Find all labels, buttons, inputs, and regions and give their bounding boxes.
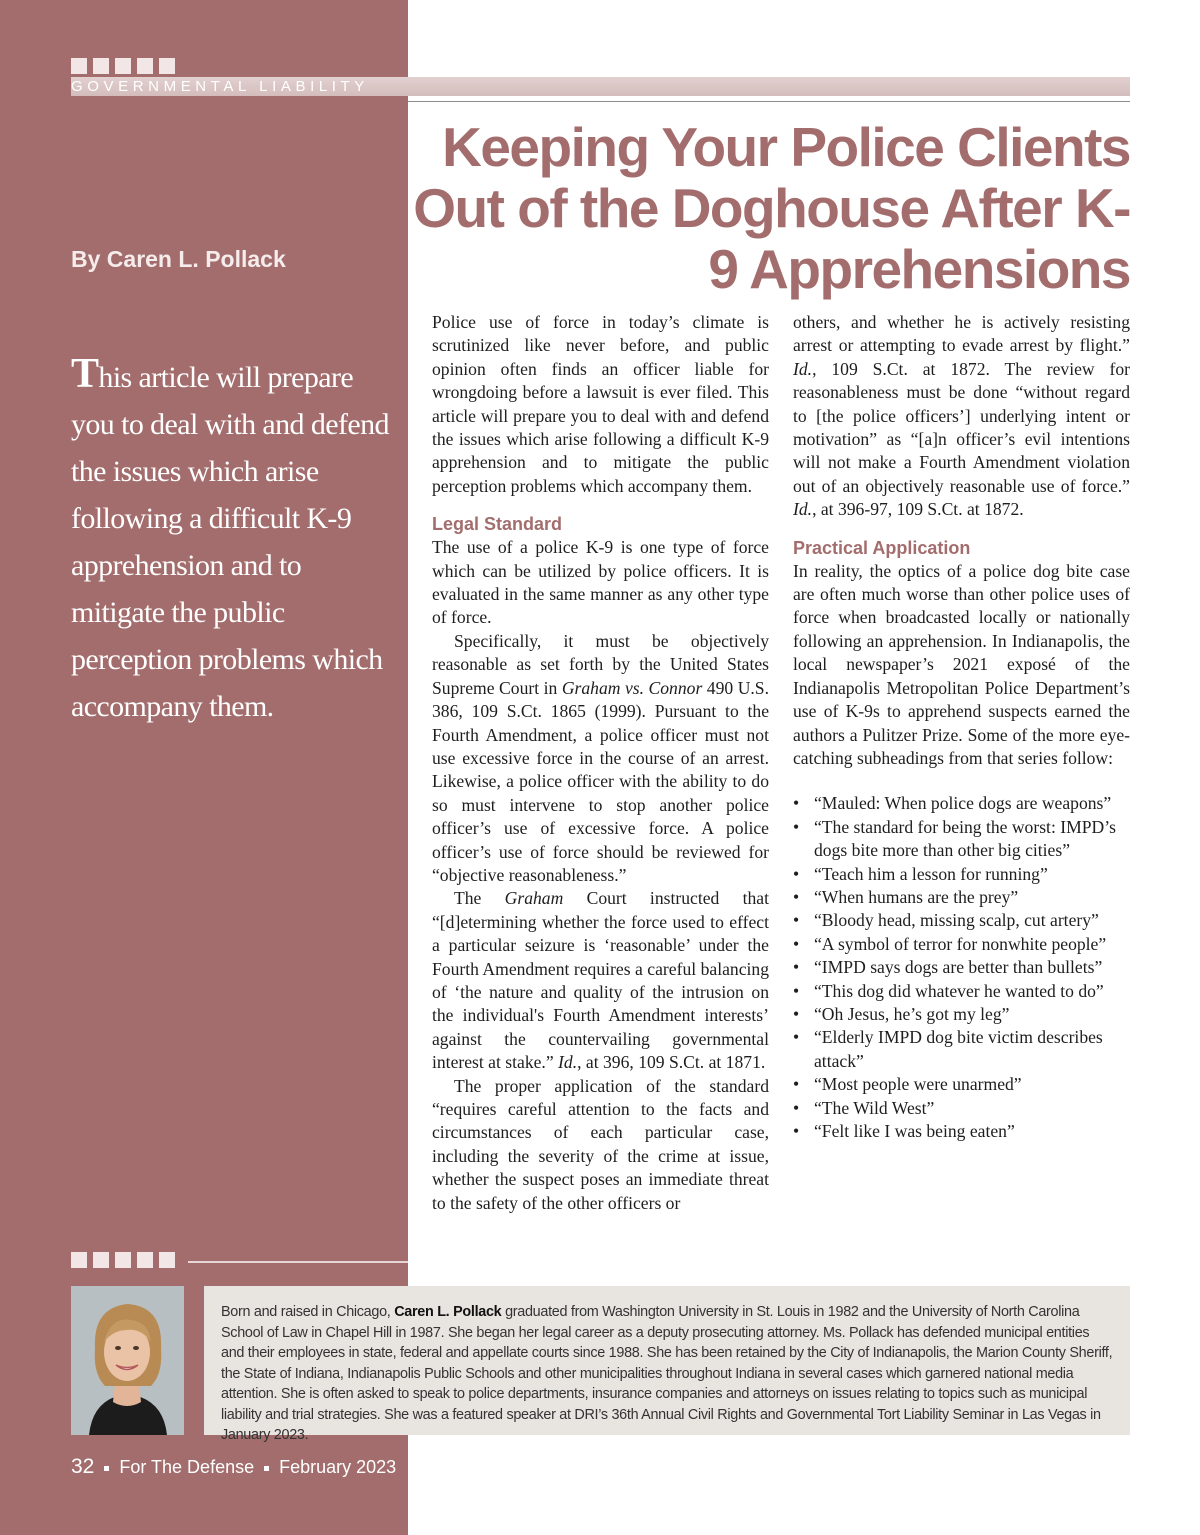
square-mark <box>137 1252 153 1268</box>
author-bio-box <box>204 1286 1130 1443</box>
square-mark <box>115 58 131 74</box>
list-item: • “Teach him a lesson for running” <box>793 863 1130 886</box>
list-item: • “Oh Jesus, he’s got my leg” <box>793 1003 1130 1026</box>
decorative-squares-bottom <box>71 1252 175 1268</box>
title-rule <box>408 101 1130 102</box>
decorative-squares-top <box>71 58 175 74</box>
article-column-left <box>432 311 769 1215</box>
list-item: • “Most people were unarmed” <box>793 1073 1130 1096</box>
paragraph: Police use of force in today’s climate is scrutinized like never before, and public opinion often finds an officer liable for wrongdoing before a lawsuit is ever filed. This article will prepare you to deal with and defend the issues which arise following a difficult K-9 apprehension and to mitigate the public perception problems which accompany them. <box>432 312 769 496</box>
separator-dot <box>104 1466 109 1471</box>
list-item: • “IMPD says dogs are better than bullets” <box>793 956 1130 979</box>
paragraph: others, and whether he is actively resisting arrest or attempting to evade arrest by flight.” Id., 109 S.Ct. at 1872. The review for reasonableness must be done “without regard to [the police officers’] underlying intent or motivation” as “[a]n officer’s evil intentions will not make a Fourth Amendment violation out of an objectively reasonable use of force.” Id., at 396-97, 109 S.Ct. at 1872. <box>793 312 1130 520</box>
list-item: • “Felt like I was being eaten” <box>793 1120 1130 1143</box>
pull-quote <box>71 351 391 730</box>
citation-id: Id. <box>793 499 813 520</box>
section-header <box>71 77 1130 96</box>
case-name: Graham vs. Connor <box>561 677 703 698</box>
square-mark <box>93 1252 109 1268</box>
author-name: Caren L. Pollack <box>394 1304 502 1320</box>
separator-dot <box>264 1466 269 1471</box>
square-mark <box>115 1252 131 1268</box>
page-number: 32 <box>71 1455 95 1478</box>
square-mark <box>71 58 87 74</box>
square-mark <box>159 58 175 74</box>
square-mark <box>71 1252 87 1268</box>
paragraph: The use of a police K-9 is one type of force which can be utilized by police officers. It is evaluated in the same manner as any other type of force. <box>432 537 769 628</box>
square-mark <box>93 58 109 74</box>
author-bio: Born and raised in Chicago, Caren L. Pollack graduated from Washington University in St. Louis in 1982 and the University of North Carolina School of Law in Chapel Hill in 1987. She began her legal career as a deputy prosecuting attorney. Ms. Pollack has defended municipal entities and their employees in state, federal and appellate courts since 1988. She has been retained by the City of Indianapolis, the Marion County Sheriff, the State of Indiana, Indianapolis Public Schools and other municipalities throughout Indiana in several cases which garnered national media attention. She is often asked to speak to police departments, insurance companies and attorneys on issues relating to topics such as municipal liability and trial strategies. She was a featured speaker at DRI’s 36th Annual Civil Rights and Governmental Tort Liability Seminar in Las Vegas in January 2023. <box>221 1304 1113 1443</box>
issue-date: February 2023 <box>279 1457 397 1477</box>
section-label: GOVERNMENTAL LIABILITY <box>71 78 369 95</box>
case-name: Graham <box>504 888 564 909</box>
list-item: • “Elderly IMPD dog bite victim describes attack” <box>793 1026 1130 1073</box>
square-mark <box>159 1252 175 1268</box>
list-item: • “Bloody head, missing scalp, cut artery” <box>793 909 1130 932</box>
paragraph: The proper application of the standard “requires careful attention to the facts and circumstances of each particular case, including the severity of the crime at issue, whether the suspect poses an immediate threat to the safety of the other officers or <box>432 1075 769 1213</box>
paragraph: Specifically, it must be objectively reasonable as set forth by the United States Supreme Court in Graham vs. Connor 490 U.S. 386, 109 S.Ct. 1865 (1999). Pursuant to the Fourth Amendment, a police officer must not use excessive force in the course of an arrest. Likewise, a police officer with the ability to do so must intervene to stop another police officer’s use of excessive force. A police officer’s use of force should be reviewed for “objective reasonableness.” <box>432 630 769 885</box>
page-footer <box>71 1455 396 1479</box>
square-mark <box>137 58 153 74</box>
author-photo <box>71 1286 184 1435</box>
list-item: • “This dog did whatever he wanted to do” <box>793 980 1130 1003</box>
author-portrait-icon <box>71 1286 184 1435</box>
citation-id: Id. <box>558 1052 578 1073</box>
byline: By Caren L. Pollack <box>71 246 286 272</box>
list-item: • “The standard for being the worst: IMPD’s dogs bite more than other big cities” <box>793 816 1130 863</box>
article-column-right <box>793 311 1130 1143</box>
section-heading-legal-standard: Legal Standard <box>432 514 563 535</box>
subheading-list <box>793 792 1130 1143</box>
list-item: • “When humans are the prey” <box>793 886 1130 909</box>
citation-id: Id. <box>793 358 813 379</box>
paragraph: In reality, the optics of a police dog bite case are often much worse than other police uses of force when broadcasted locally or nationally following an apprehension. In Indianapolis, the local newspaper’s 2021 exposé of the Indianapolis Metropolitan Police Department’s use of K-9s to apprehend suspects earned the authors a Pulitzer Prize. Some of the more eye-catching subheadings from that series follow: <box>793 560 1130 768</box>
pull-quote-text: his article will prepare you to deal with and defend the issues which arise following a difficult K-9 apprehension and to mitigate the public perception problems which accompany them. <box>71 361 389 723</box>
bottom-rule <box>188 1261 408 1263</box>
pull-quote-initial: T <box>71 351 99 397</box>
publication-name: For The Defense <box>119 1457 255 1477</box>
list-item: • “Mauled: When police dogs are weapons” <box>793 792 1130 815</box>
paragraph: The Graham Court instructed that “[d]etermining whether the force used to effect a particular seizure is ‘reasonable’ under the Fourth Amendment requires a careful balancing of ‘the nature and quality of the intrusion on the individual's Fourth Amendment interests’ against the countervailing governmental interest at stake.” Id., at 396, 109 S.Ct. at 1871. <box>432 888 769 1073</box>
list-item: • “The Wild West” <box>793 1097 1130 1120</box>
article-title: Keeping Your Police Clients Out of the Doghouse After K-9 Apprehensions <box>413 116 1130 300</box>
section-heading-practical-application: Practical Application <box>793 537 971 558</box>
list-item: • “A symbol of terror for nonwhite people” <box>793 933 1130 956</box>
